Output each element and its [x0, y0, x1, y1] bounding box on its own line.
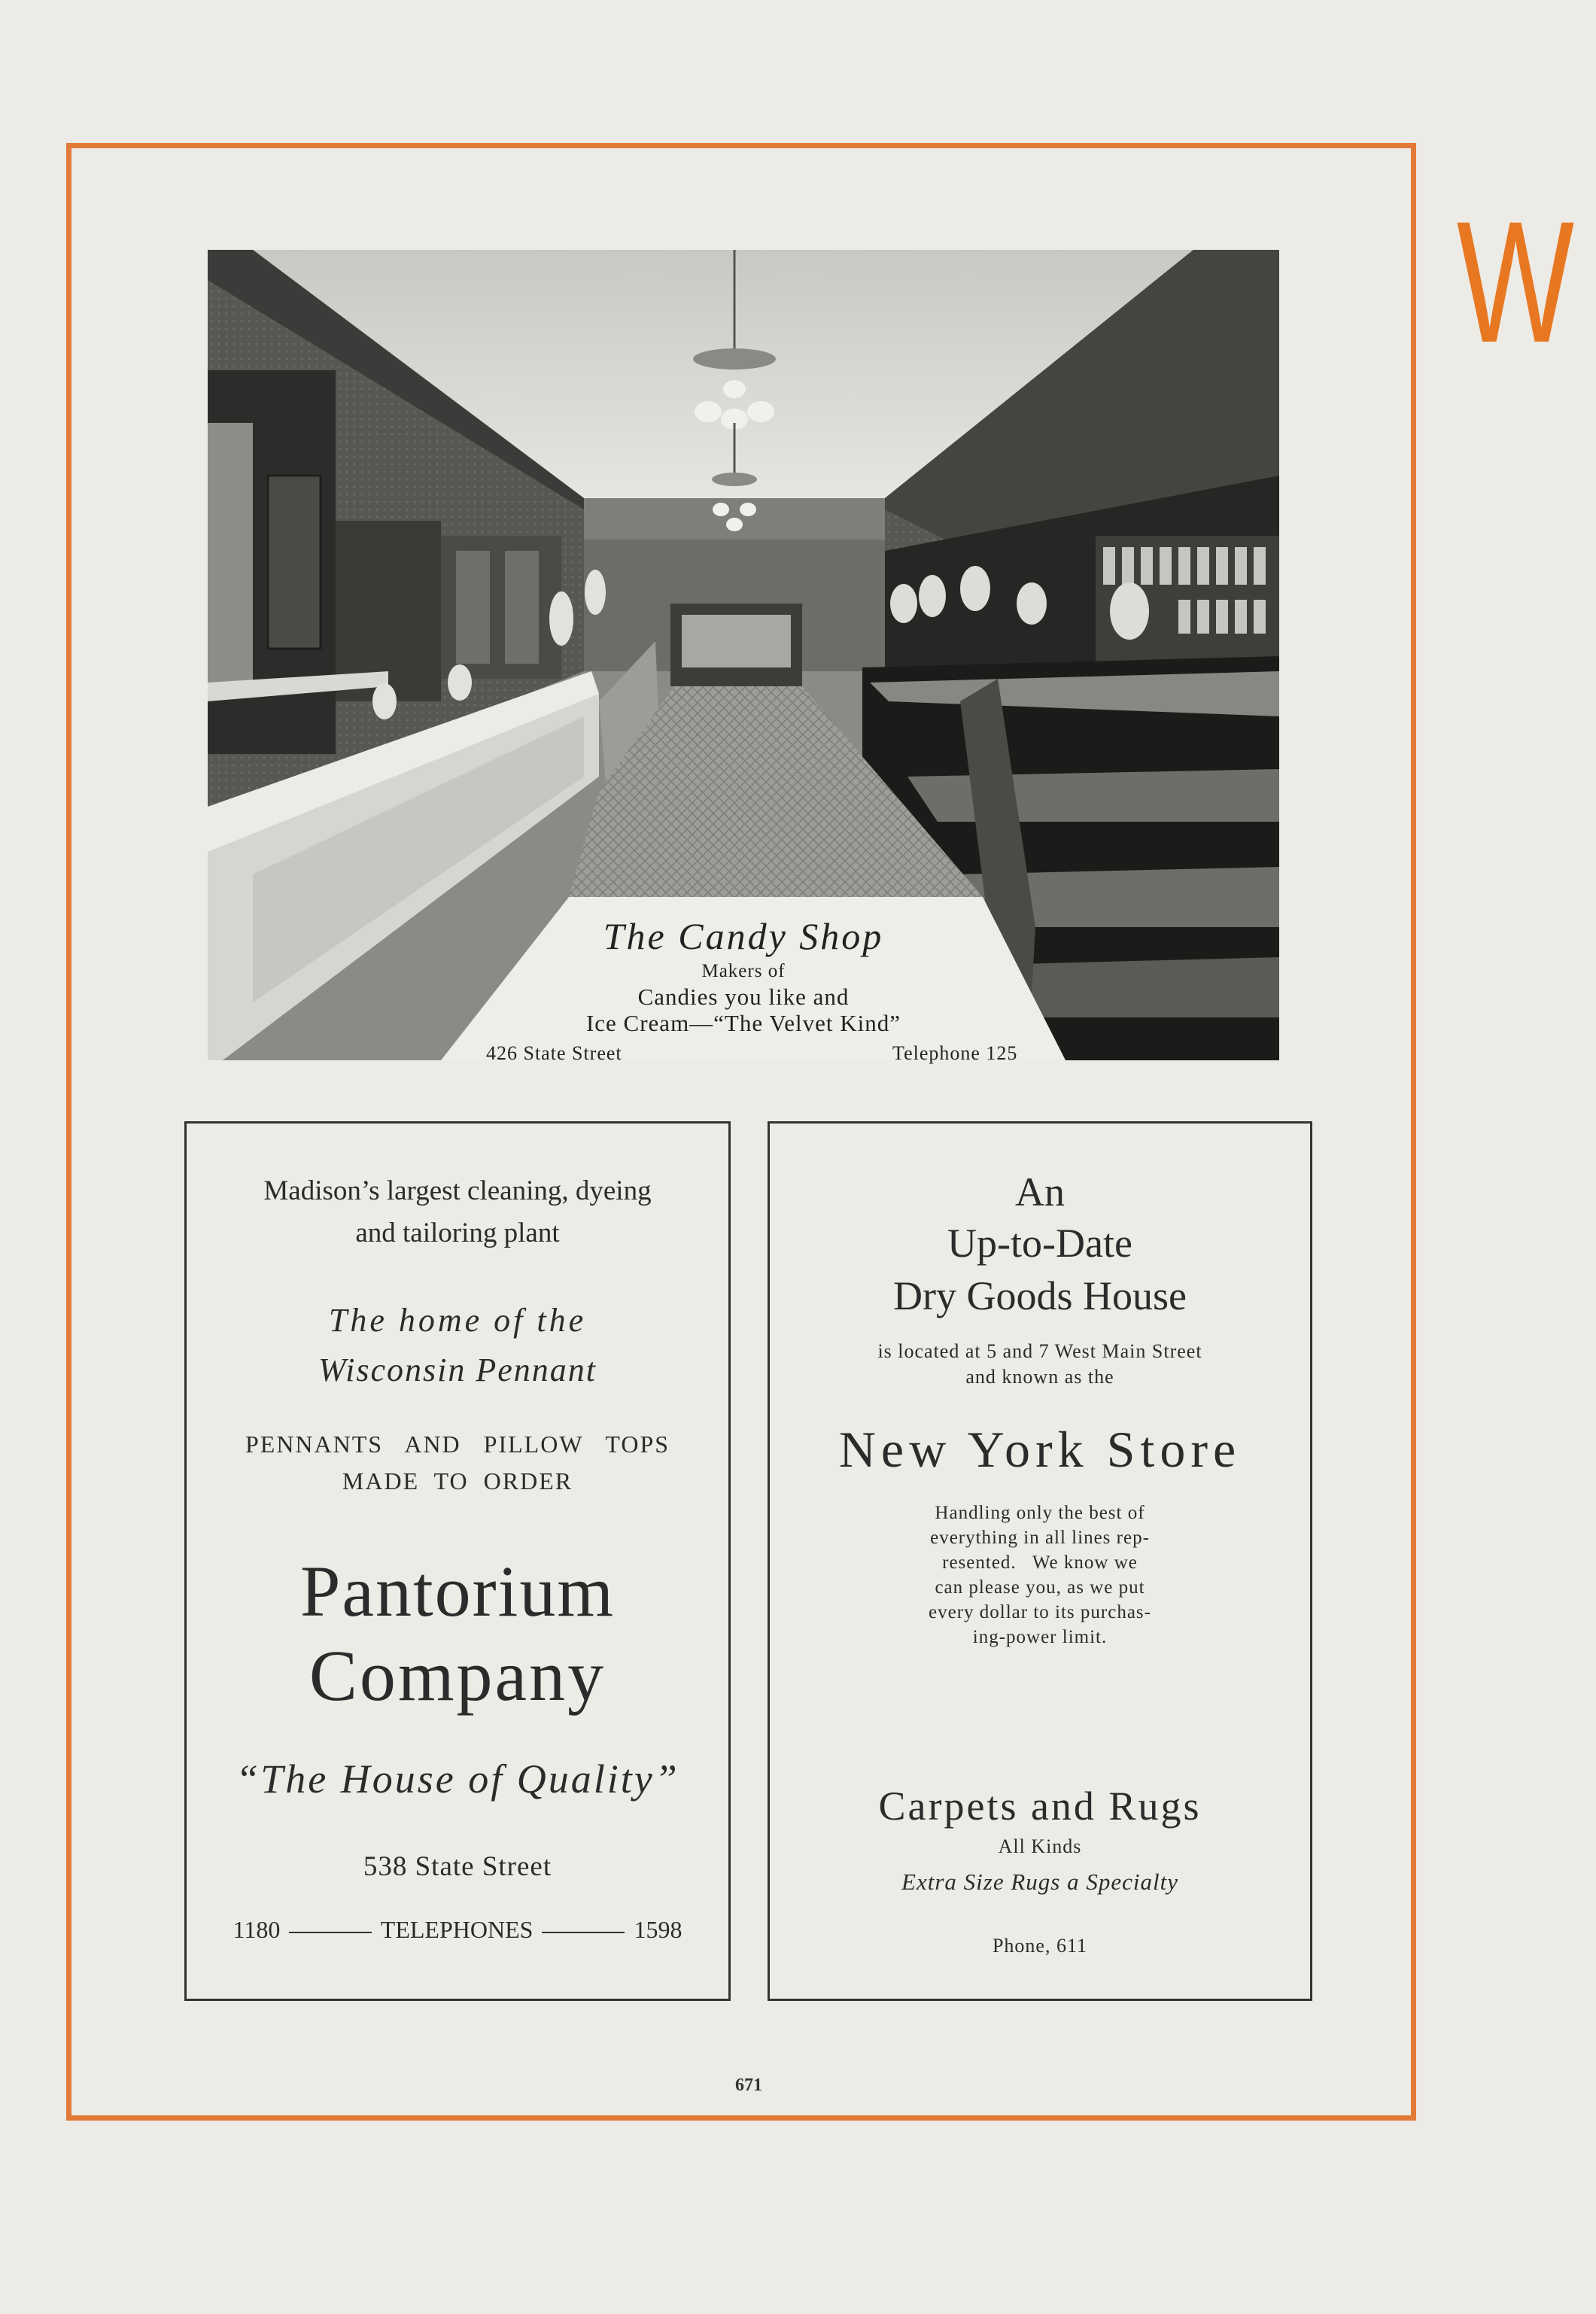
nystore-body-6: ing-power limit.: [972, 1627, 1108, 1647]
nystore-all-kinds: All Kinds: [998, 1835, 1082, 1857]
nystore-head-2: Up-to-Date: [947, 1221, 1132, 1266]
phone-rule-left: [289, 1932, 372, 1933]
pantorium-phone-label: TELEPHONES: [380, 1916, 534, 1943]
nystore-body-4: can please you, as we put: [935, 1577, 1145, 1598]
nystore-located-2: and known as the: [965, 1366, 1114, 1388]
nystore-body-2: everything in all lines rep-: [930, 1528, 1150, 1548]
pantorium-home-2: Wisconsin Pennant: [318, 1352, 597, 1388]
pantorium-address: 538 State Street: [363, 1851, 552, 1882]
candy-shop-address: 426 State Street: [486, 1042, 622, 1064]
pantorium-ad: [184, 1121, 731, 2001]
pantorium-home-1: The home of the: [328, 1302, 587, 1339]
nystore-body-1: Handling only the best of: [935, 1503, 1145, 1523]
pantorium-intro-1: Madison’s largest cleaning, dyeing: [263, 1175, 652, 1206]
pantorium-slogan: “The House of Quality”: [236, 1756, 679, 1802]
pantorium-phone-left: 1180: [233, 1916, 281, 1943]
pantorium-pennants-2: MADE TO ORDER: [342, 1467, 573, 1495]
candy-shop-candies: Candies you like and: [637, 984, 850, 1010]
pantorium-name-1: Pantorium: [300, 1551, 615, 1631]
pantorium-phone-right: 1598: [634, 1916, 682, 1943]
candy-shop-makers: Makers of: [701, 961, 786, 981]
candy-shop-title: The Candy Shop: [603, 915, 884, 957]
nystore-carpets: Carpets and Rugs: [878, 1783, 1202, 1829]
candy-shop-ice-cream: Ice Cream—“The Velvet Kind”: [585, 1010, 901, 1036]
phone-rule-right: [542, 1932, 625, 1933]
page-number: 671: [735, 2075, 762, 2095]
nystore-head-3: Dry Goods House: [893, 1273, 1187, 1318]
pantorium-pennants-1: PENNANTS AND PILLOW TOPS: [245, 1431, 670, 1458]
pantorium-name-2: Company: [309, 1635, 606, 1716]
nystore-specialty: Extra Size Rugs a Specialty: [901, 1869, 1178, 1895]
nystore-phone: Phone, 611: [992, 1935, 1088, 1957]
candy-shop-telephone: Telephone 125: [892, 1042, 1018, 1064]
nystore-body-3: resented. We know we: [942, 1552, 1138, 1573]
nystore-located-1: is located at 5 and 7 West Main Street: [877, 1340, 1202, 1362]
nystore-body-5: every dollar to its purchas-: [929, 1602, 1151, 1622]
pantorium-telephones: [187, 1916, 728, 1944]
section-tab-letter: W: [1456, 185, 1575, 379]
nystore-head-1: An: [1015, 1169, 1065, 1215]
pantorium-intro-2: and tailoring plant: [355, 1218, 560, 1248]
new-york-store-ad: [768, 1121, 1312, 2001]
nystore-name: New York Store: [838, 1421, 1242, 1478]
